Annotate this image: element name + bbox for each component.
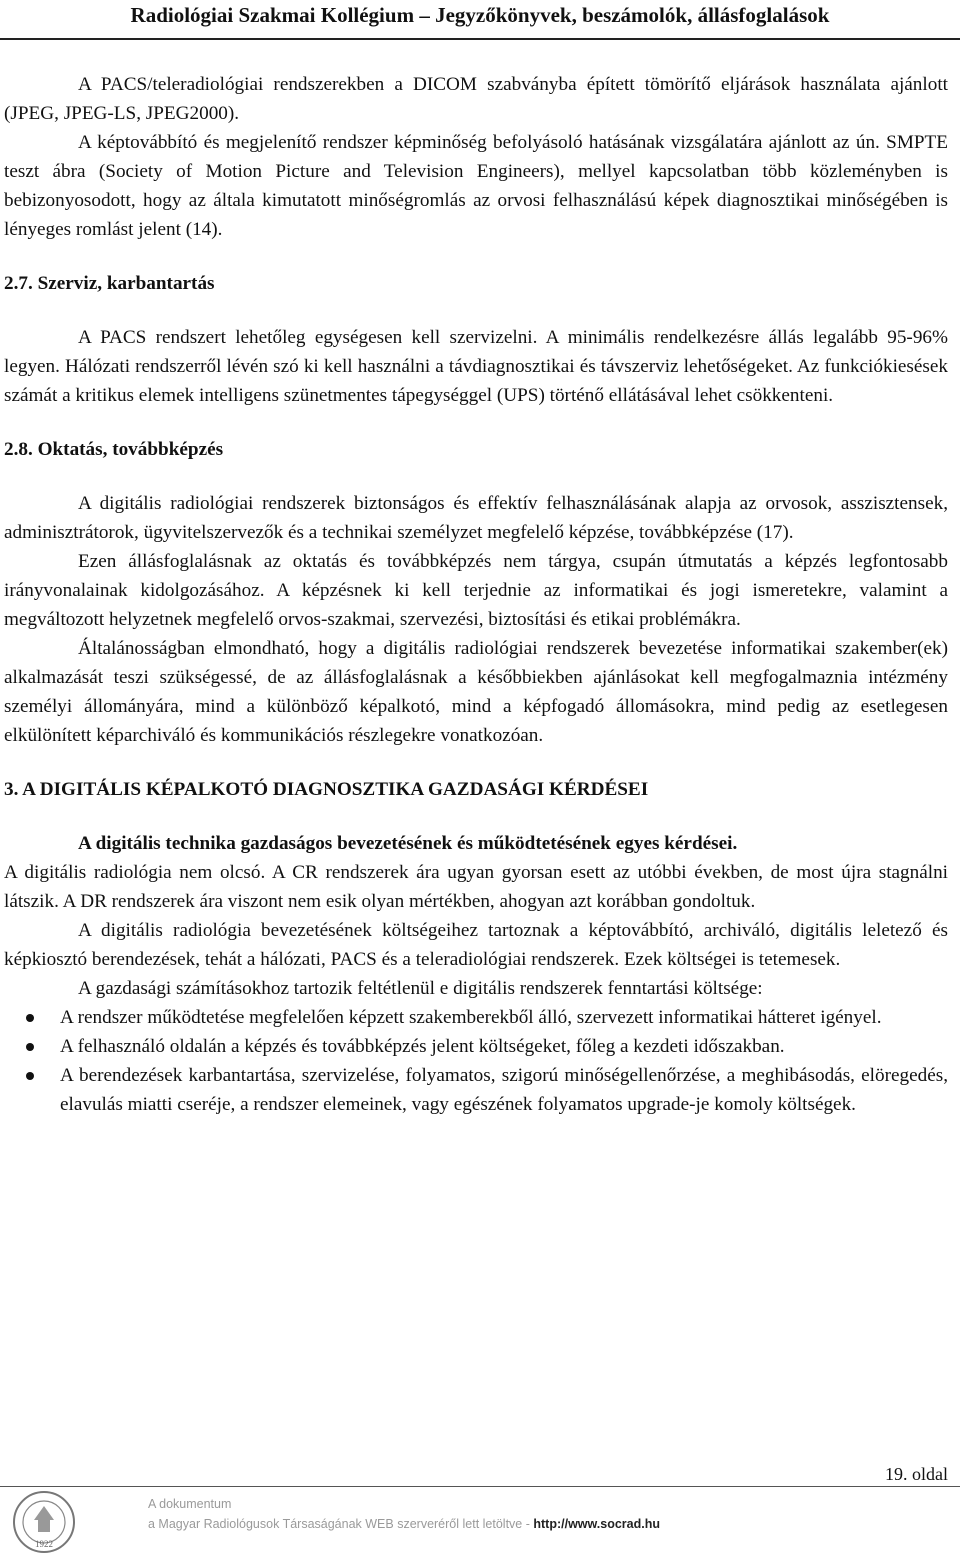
list-item bbox=[4, 1003, 948, 1032]
list-item-text: A rendszer működtetése megfelelően képzett szakemberekből álló, szervezett informatikai hátteret igényel. bbox=[60, 1007, 882, 1028]
list-item-text: A felhasználó oldalán a képzés és továbbképzés jelent költségeket, főleg a kezdeti időszakban. bbox=[60, 1036, 785, 1057]
section-heading-2-7: 2.7. Szerviz, karbantartás bbox=[4, 273, 215, 294]
section-heading-3: 3. A DIGITÁLIS KÉPALKOTÓ DIAGNOSZTIKA GAZDASÁGI KÉRDÉSEI bbox=[4, 779, 649, 800]
section-2-7-paragraph-1: A PACS rendszert lehetőleg egységesen kell szervizelni. A minimális rendelkezésre állás legalább 95-96% legyen. Hálózati rendszerről lévén szó ki kell használni a távdiagnosztikai és távszerviz lehetőségeket. Az funkciókiesések számát a kritikus elemek intelligens szünetmentes tápegységgel (UPS) történő ellátásával lehet csökkenteni. bbox=[4, 327, 948, 406]
footer-source-text: a Magyar Radiológusok Társaságának WEB szerveréről lett letöltve - bbox=[148, 1517, 530, 1531]
section-2-8-paragraph-2: Ezen állásfoglalásnak az oktatás és továbbképzés nem tárgya, csupán útmutatás a képzés legfontosabb irányvonalainak kidolgozásához. A képzésnek ki kell terjednie az informatikai és jogi ismeretekre, valamint a megváltozott helyzetnek megfelelő orvos-szakmai, szervezési, biztosítási és etikai problémákra. bbox=[4, 551, 948, 630]
section-3-paragraph-2: A digitális radiológia bevezetésének költségeihez tartoznak a képtovábbító, archiváló, digitális leletező és képkiosztó berendezések, tehát a hálózati, PACS és a teleradiológiai rendszerek. Ezek költségei is tetemesek. bbox=[4, 920, 948, 970]
section-2-8-paragraph-1: A digitális radiológiai rendszerek biztonságos és effektív felhasználásának alapja az orvosok, asszisztensek, adminisztrátorok, ügyvitelszervezők és a technikai személyzet megfelelő képzése, továbbképzése (17). bbox=[4, 493, 948, 543]
intro-paragraph-1: A PACS/teleradiológiai rendszerekben a DICOM szabványba épített tömörítő eljárások használata ajánlott (JPEG, JPEG-LS, JPEG2000). bbox=[4, 74, 948, 124]
footer-line-2 bbox=[148, 1514, 660, 1534]
page-number: 19. oldal bbox=[885, 1464, 948, 1484]
footer-divider bbox=[0, 1486, 960, 1487]
section-3-paragraph-1: A digitális radiológia nem olcsó. A CR rendszerek ára ugyan gyorsan esett az utóbbi években, de most újra stagnálni látszik. A DR rendszerek ára viszont nem esik olyan mértékben, ahogyan azt korábban gondoltuk. bbox=[4, 862, 948, 912]
section-3-subheading: A digitális technika gazdaságos bevezetésének és működtetésének egyes kérdései. bbox=[78, 833, 738, 854]
intro-paragraph-2: A képtovábbító és megjelenítő rendszer képminőség befolyásoló hatásának vizsgálatára ajánlott az ún. SMPTE teszt ábra (Society of Motion Picture and Television Engineers), mellyel kapcsolatban több közleményben is bebizonyosodott, hogy az általa kimutatott minőségromlás az orvosi felhasználású képek diagnosztikai minőségében is lényeges romlást jelent (14). bbox=[4, 132, 948, 240]
page-header bbox=[0, 0, 960, 40]
svg-text:1922: 1922 bbox=[35, 1539, 53, 1549]
header-title: Radiológiai Szakmai Kollégium – Jegyzőkönyvek, beszámolók, állásfoglalások bbox=[130, 3, 830, 27]
footer-url-link[interactable]: http://www.socrad.hu bbox=[533, 1517, 660, 1531]
cost-bullet-list bbox=[4, 1003, 948, 1119]
footer-line-1: A dokumentum bbox=[148, 1497, 232, 1511]
bullet-icon bbox=[26, 1043, 34, 1051]
list-item bbox=[4, 1061, 948, 1119]
footer-credit bbox=[148, 1494, 660, 1534]
section-2-8-paragraph-3: Általánosságban elmondható, hogy a digitális radiológiai rendszerek bevezetése informatikai szakember(ek) alkalmazását teszi szükségessé, de az állásfoglalásnak a későbbiekben ajánlásokat kell megfogalmaznia intézmény személyi állományára, mind a különböző képalkotó, mind a képfogadó állomásokra, mind pedig az esetlegesen elkülönített képarchiváló és kommunikációs részlegekre vonatkozóan. bbox=[4, 638, 948, 746]
list-item-text: A berendezések karbantartása, szervizelése, folyamatos, szigorú minőségellenőrzése, a meghibásodás, elöregedés, elavulás miatti cseréje, a rendszer elemeinek, vagy egészének folyamatos upgrade-je komoly költségek. bbox=[60, 1065, 948, 1115]
section-heading-2-8: 2.8. Oktatás, továbbképzés bbox=[4, 439, 224, 460]
document-body bbox=[4, 70, 948, 1119]
bullet-icon bbox=[26, 1014, 34, 1022]
bullet-icon bbox=[26, 1072, 34, 1080]
section-3-paragraph-3: A gazdasági számításokhoz tartozik feltétlenül e digitális rendszerek fenntartási költsége: bbox=[78, 978, 763, 999]
list-item bbox=[4, 1032, 948, 1061]
society-logo-icon bbox=[12, 1490, 76, 1554]
